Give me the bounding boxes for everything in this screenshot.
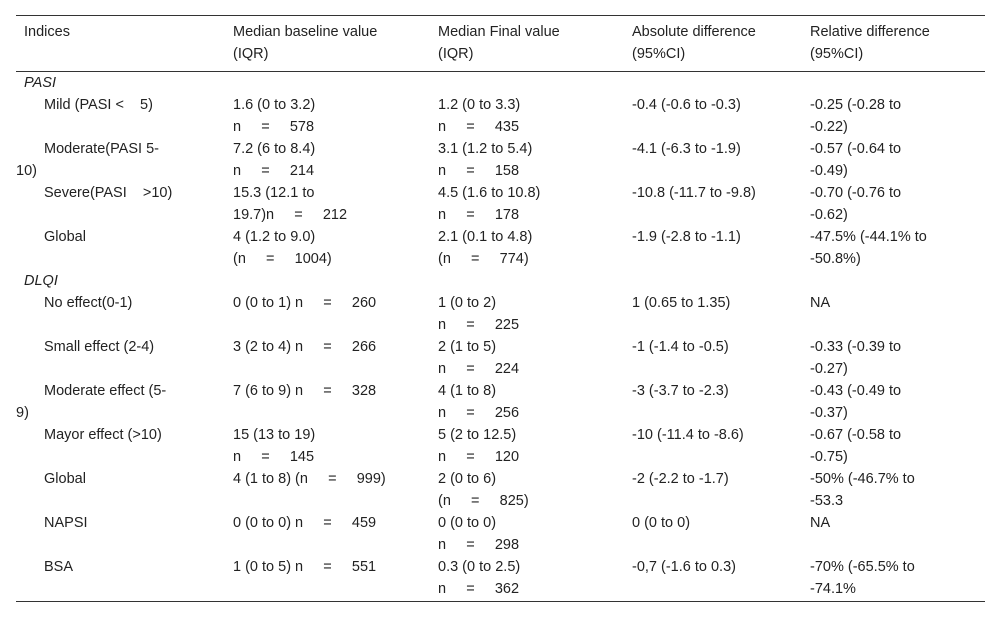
table-row (16, 380, 985, 424)
header-baseline: Median baseline value (IQR) (233, 24, 378, 62)
row-label (16, 512, 225, 556)
row-label (16, 380, 225, 424)
final-cell: 2.1 (0.1 to 4.8) (n = 774) (438, 229, 533, 267)
table-row (16, 556, 985, 602)
section-row-pasi (16, 72, 985, 95)
row-label (16, 336, 225, 380)
baseline-cell: 4 (1.2 to 9.0) (n = 1004) (233, 229, 332, 267)
baseline-cell: 3 (2 to 4) n = 266 (233, 339, 377, 355)
final-cell: 3.1 (1.2 to 5.4) n = 158 (438, 141, 533, 179)
absolute-diff-cell: 0 (0 to 0) (632, 515, 691, 531)
row-label (16, 424, 225, 468)
header-row (16, 16, 985, 72)
relative-diff-cell: -0.67 (-0.58 to -0.75) (810, 427, 902, 465)
baseline-cell: 7 (6 to 9) n = 328 (233, 383, 377, 399)
absolute-diff-cell: -0.4 (-0.6 to -0.3) (632, 97, 741, 113)
row-label-text: Mayor effect (>10) (44, 427, 162, 443)
absolute-diff-cell: -3 (-3.7 to -2.3) (632, 383, 729, 399)
baseline-cell: 4 (1 to 8) (n = 999) (233, 471, 386, 487)
relative-diff-cell: -50% (-46.7% to -53.3 (810, 471, 915, 509)
table-row (16, 292, 985, 336)
table-row (16, 182, 985, 226)
row-label-text: NAPSI (44, 515, 88, 531)
relative-diff-cell: NA (810, 515, 831, 531)
relative-diff-cell: NA (810, 295, 831, 311)
relative-diff-cell: -0.70 (-0.76 to -0.62) (810, 185, 902, 223)
final-cell: 0.3 (0 to 2.5) n = 362 (438, 559, 521, 597)
row-label-text: Global (44, 229, 86, 245)
table-row (16, 226, 985, 270)
absolute-diff-cell: -10 (-11.4 to -8.6) (632, 427, 744, 443)
row-label-text: BSA (44, 559, 74, 575)
header-relative-diff: Relative difference (95%CI) (810, 24, 930, 62)
row-label-text: Moderate effect (5- 9) (16, 383, 167, 421)
final-cell: 4 (1 to 8) n = 256 (438, 383, 520, 421)
final-cell: 0 (0 to 0) n = 298 (438, 515, 520, 553)
final-cell: 1 (0 to 2) n = 225 (438, 295, 520, 333)
header-absolute-diff: Absolute difference (95%CI) (632, 24, 756, 62)
relative-diff-cell: -0.43 (-0.49 to -0.37) (810, 383, 902, 421)
baseline-cell: 15.3 (12.1 to 19.7)n = 212 (233, 185, 348, 223)
row-label (16, 556, 225, 602)
row-label (16, 468, 225, 512)
absolute-diff-cell: -0,7 (-1.6 to 0.3) (632, 559, 736, 575)
final-cell: 5 (2 to 12.5) n = 120 (438, 427, 520, 465)
relative-diff-cell: -70% (-65.5% to -74.1% (810, 559, 915, 597)
row-label (16, 292, 225, 336)
baseline-cell: 1 (0 to 5) n = 551 (233, 559, 377, 575)
results-table-container (16, 15, 985, 602)
row-label-text: No effect(0-1) (44, 295, 133, 311)
row-label (16, 94, 225, 138)
section-title: PASI (24, 75, 56, 91)
row-label-text: Small effect (2-4) (44, 339, 155, 355)
table-row (16, 336, 985, 380)
absolute-diff-cell: -2 (-2.2 to -1.7) (632, 471, 729, 487)
baseline-cell: 0 (0 to 1) n = 260 (233, 295, 377, 311)
row-label-text: Global (44, 471, 86, 487)
relative-diff-cell: -0.33 (-0.39 to -0.27) (810, 339, 902, 377)
final-cell: 1.2 (0 to 3.3) n = 435 (438, 97, 521, 135)
relative-diff-cell: -47.5% (-44.1% to -50.8%) (810, 229, 927, 267)
row-label (16, 226, 225, 270)
baseline-cell: 0 (0 to 0) n = 459 (233, 515, 377, 531)
row-label (16, 138, 225, 182)
baseline-cell: 1.6 (0 to 3.2) n = 578 (233, 97, 316, 135)
final-cell: 2 (1 to 5) n = 224 (438, 339, 520, 377)
row-label-text: Moderate(PASI 5- 10) (16, 141, 159, 179)
final-cell: 4.5 (1.6 to 10.8) n = 178 (438, 185, 541, 223)
table-row (16, 138, 985, 182)
table-header (16, 16, 985, 72)
header-final: Median Final value (IQR) (438, 24, 560, 62)
baseline-cell: 15 (13 to 19) n = 145 (233, 427, 316, 465)
absolute-diff-cell: -1 (-1.4 to -0.5) (632, 339, 729, 355)
baseline-cell: 7.2 (6 to 8.4) n = 214 (233, 141, 316, 179)
final-cell: 2 (0 to 6) (n = 825) (438, 471, 529, 509)
header-indices: Indices (24, 24, 70, 40)
row-label-text: Severe(PASI >10) (44, 185, 173, 201)
section-row-dlqi (16, 270, 985, 292)
relative-diff-cell: -0.57 (-0.64 to -0.49) (810, 141, 902, 179)
table-body (16, 72, 985, 602)
absolute-diff-cell: 1 (0.65 to 1.35) (632, 295, 731, 311)
relative-diff-cell: -0.25 (-0.28 to -0.22) (810, 97, 902, 135)
absolute-diff-cell: -1.9 (-2.8 to -1.1) (632, 229, 741, 245)
table-row (16, 94, 985, 138)
table-row (16, 468, 985, 512)
absolute-diff-cell: -4.1 (-6.3 to -1.9) (632, 141, 741, 157)
table-row (16, 512, 985, 556)
absolute-diff-cell: -10.8 (-11.7 to -9.8) (632, 185, 756, 201)
results-table (16, 15, 985, 602)
table-row (16, 424, 985, 468)
row-label (16, 182, 225, 226)
section-title: DLQI (24, 273, 58, 289)
row-label-text: Mild (PASI < 5) (44, 97, 153, 113)
